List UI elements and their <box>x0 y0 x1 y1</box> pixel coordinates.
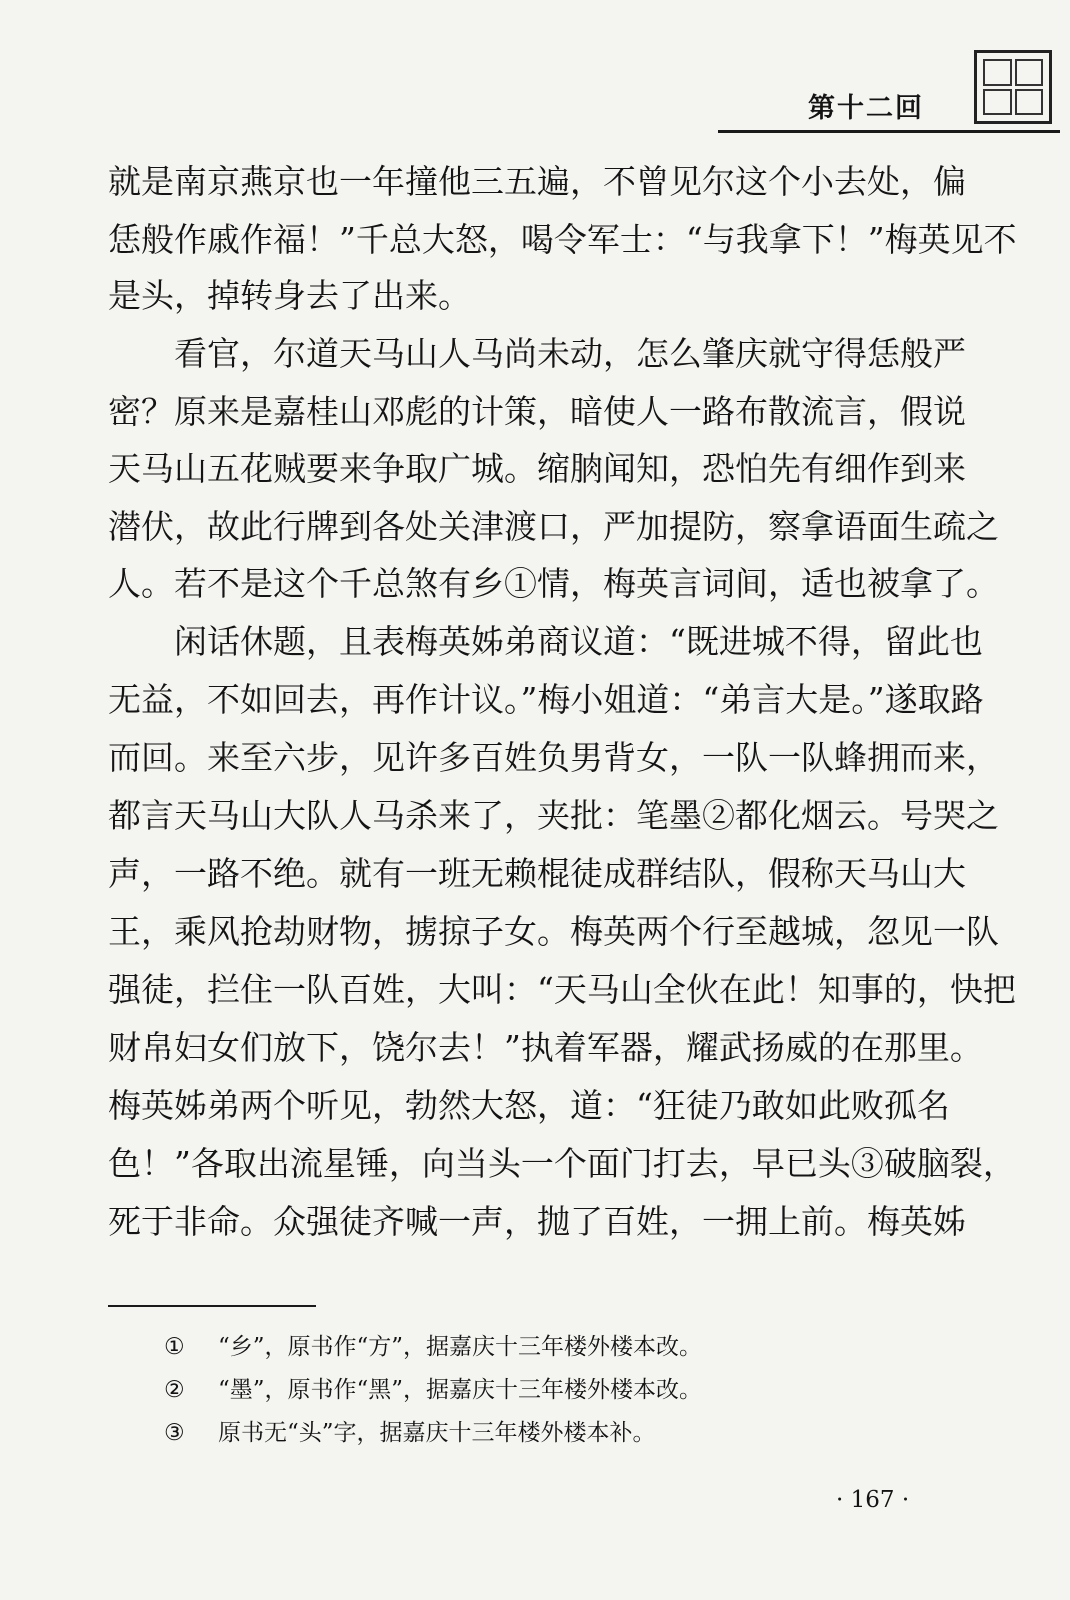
body-line: 看官，尔道天马山人马尚未动，怎么肇庆就守得恁般严 <box>174 334 966 373</box>
footnote <box>164 1371 702 1409</box>
body-line: 是头，掉转身去了出来。 <box>108 276 471 315</box>
body-line: 色！”各取出流星锤，向当头一个面门打去，早已头③破脑裂， <box>108 1144 1016 1183</box>
body-line: 密？原来是嘉桂山邓彪的计策，暗使人一路布散流言，假说 <box>108 392 966 431</box>
body-line: 声，一路不绝。就有一班无赖棍徒成群结队，假称天马山大 <box>108 854 966 893</box>
footnote-rule <box>108 1305 316 1307</box>
body-line: 潜伏，故此行牌到各处关津渡口，严加提防，察拿语面生疏之 <box>108 507 999 546</box>
seal-stamp-icon <box>974 50 1052 124</box>
body-line: 王，乘风抢劫财物，掳掠子女。梅英两个行至越城，忽见一队 <box>108 912 999 951</box>
footnote <box>164 1414 656 1452</box>
header-rule <box>718 130 1060 133</box>
body-line: 人。若不是这个千总煞有乡①情，梅英言词间，适也被拿了。 <box>108 564 999 603</box>
body-line: 天马山五花贼要来争取广城。缩朒闻知，恐怕先有细作到来 <box>108 449 966 488</box>
body-line: 都言天马山大队人马杀来了，夹批：笔墨②都化烟云。号哭之 <box>108 796 999 835</box>
footnote-mark: ② <box>164 1377 185 1403</box>
chapter-title: 第十二回 <box>808 93 924 124</box>
body-line: 梅英姊弟两个听见，勃然大怒，道：“狂徒乃敢如此败孤名 <box>108 1086 950 1125</box>
footnote-text: “乡”，原书作“方”，据嘉庆十三年楼外楼本改。 <box>218 1334 703 1360</box>
footnote-mark: ③ <box>164 1420 185 1446</box>
body-line: 死于非命。众强徒齐喊一声，抛了百姓，一拥上前。梅英姊 <box>108 1202 966 1241</box>
body-line: 就是南京燕京也一年撞他三五遍，不曾见尔这个小去处，偏 <box>108 162 966 201</box>
body-line: 而回。来至六步，见许多百姓负男背女，一队一队蜂拥而来， <box>108 738 999 777</box>
body-line: 恁般作戚作福！”千总大怒，喝令军士：“与我拿下！”梅英见不 <box>108 220 1017 259</box>
body-line: 无益，不如回去，再作计议。”梅小姐道：“弟言大是。”遂取路 <box>108 680 984 719</box>
footnote-mark: ① <box>164 1334 185 1360</box>
page-number: · 167 · <box>836 1487 910 1513</box>
body-line: 强徒，拦住一队百姓，大叫：“天马山全伙在此！知事的，快把 <box>108 970 1016 1009</box>
footnote-text: 原书无“头”字，据嘉庆十三年楼外楼本补。 <box>218 1420 656 1446</box>
body-line: 闲话休题，且表梅英姊弟商议道：“既进城不得，留此也 <box>174 622 983 661</box>
footnote-text: “墨”，原书作“黑”，据嘉庆十三年楼外楼本改。 <box>218 1377 703 1403</box>
footnote <box>164 1328 702 1366</box>
body-line: 财帛妇女们放下，饶尔去！”执着军器，耀武扬威的在那里。 <box>108 1028 983 1067</box>
